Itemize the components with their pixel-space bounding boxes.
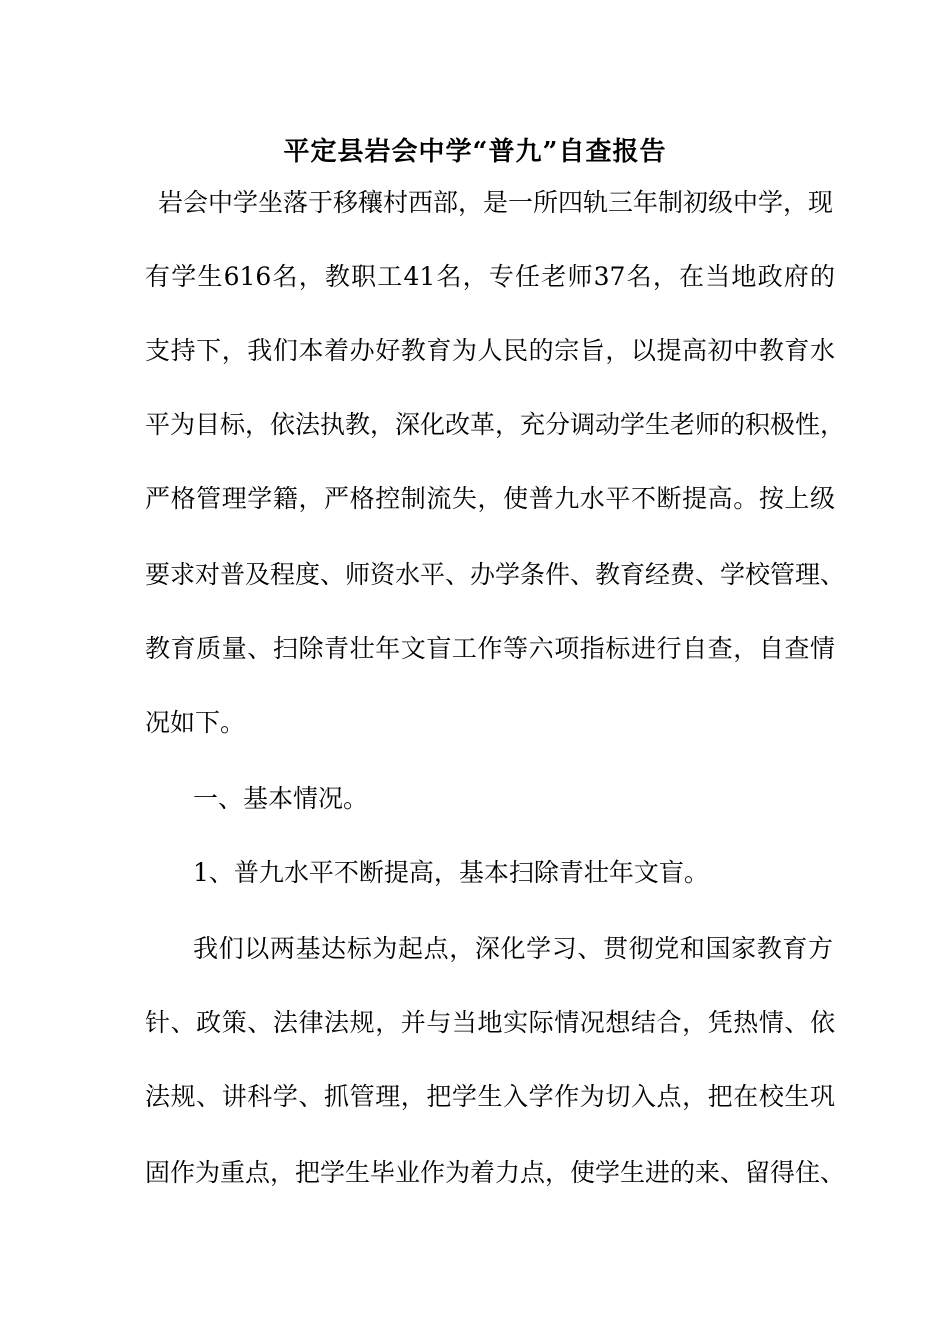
paragraph-line: 平为目标，依法执教，深化改革，充分调动学生老师的积极性， xyxy=(145,410,846,439)
paragraph-line: 有学生616名，教职工41名，专任老师37名，在当地政府的 xyxy=(145,262,835,291)
paragraph-line: 况如下。 xyxy=(145,708,246,737)
paragraph-line: 严格管理学籍，严格控制流失，使普九水平不断提高。按上级 xyxy=(145,484,835,513)
paragraph-line: 法规、讲科学、抓管理，把学生入学作为切入点，把在校生巩 xyxy=(145,1082,835,1111)
subsection-heading: 1、普九水平不断提高，基本扫除青壮年文盲。 xyxy=(193,858,709,887)
section-heading: 一、基本情况。 xyxy=(193,784,369,813)
paragraph-line: 固作为重点，把学生毕业作为着力点，使学生进的来、留得住、 xyxy=(145,1158,846,1187)
paragraph-line: 要求对普及程度、师资水平、办学条件、教育经费、学校管理、 xyxy=(145,560,846,589)
paragraph-line: 岩会中学坐落于移穰村西部，是一所四轨三年制初级中学，现 xyxy=(158,188,834,217)
paragraph-line: 针、政策、法律法规，并与当地实际情况想结合，凭热情、依 xyxy=(145,1008,835,1037)
paragraph-line: 教育质量、扫除青壮年文盲工作等六项指标进行自查，自查情 xyxy=(145,634,835,663)
paragraph-line: 支持下，我们本着办好教育为人民的宗旨，以提高初中教育水 xyxy=(145,336,835,365)
paragraph-line: 我们以两基达标为起点，深化学习、贯彻党和国家教育方 xyxy=(193,934,833,963)
document-title: 平定县岩会中学“普九”自查报告 xyxy=(283,137,667,167)
